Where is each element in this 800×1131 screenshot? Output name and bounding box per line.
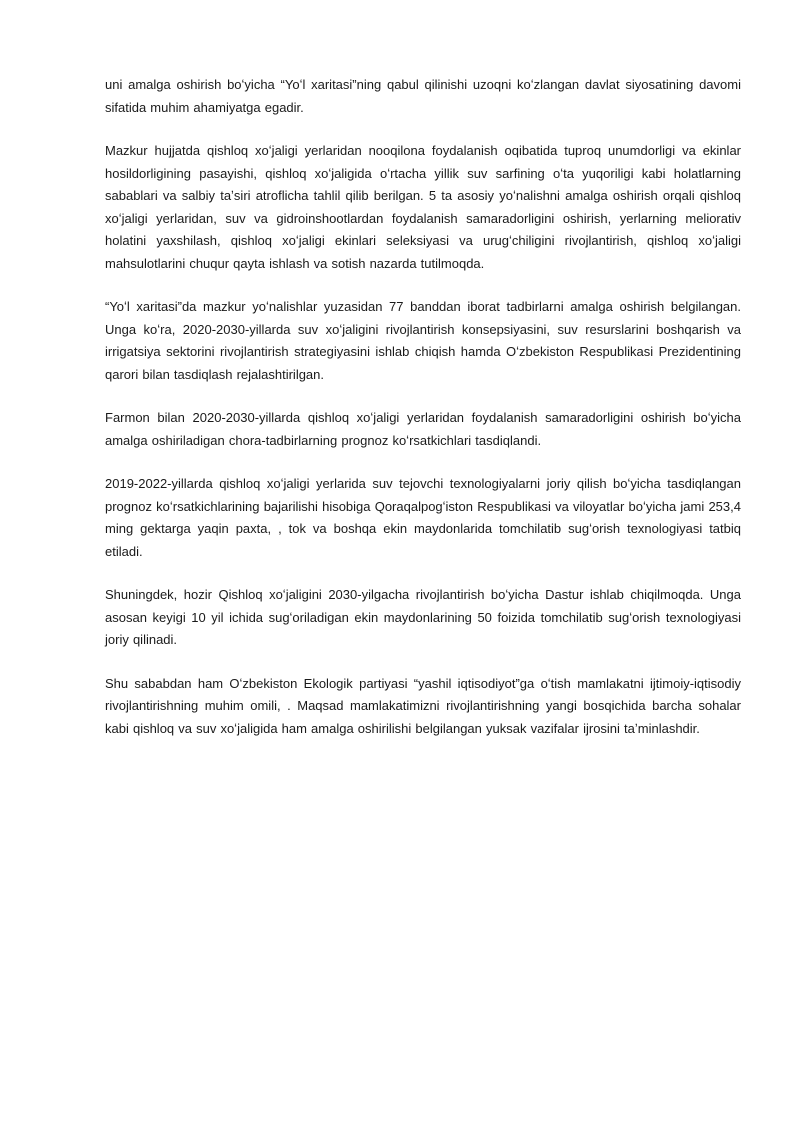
paragraph-2: Mazkur hujjatda qishloq xoʻjaligi yerlaridan nooqilona foydalanish oqibatida tuproq unumdorligi va ekinlar hosildorligining pasayishi, qishloq xoʻjaligida oʻrtacha yillik suv sarfining oʻta yuqoriligi kabi holatlarning sabablari va salbiy taʼsiri atroflicha tahlil qilib berilgan. 5 ta asosiy yoʻnalishni amalga oshirish orqali qishloq xoʻjaligi yerlaridan, suv va gidroinshootlardan foydalanish samaradorligini oshirish, yerlarning meliorativ holatini yaxshilash, qishloq xoʻjaligi ekinlari seleksiyasi va urugʻchiligini rivojlantirish, qishloq xoʻjaligi mahsulotlarini chuqur qayta ishlash va sotish nazarda tutilmoqda.: [105, 143, 741, 271]
paragraph-3: “Yoʻl xaritasi”da mazkur yoʻnalishlar yuzasidan 77 banddan iborat tadbirlarni amalga oshirish belgilangan. Unga koʻra, 2020-2030-yillarda suv xoʻjaligini rivojlantirish konsepsiyasini, suv resurslarini boshqarish va irrigatsiya sektorini rivojlantirish strategiyasini ishlab chiqish hamda Oʻzbekiston Respublikasi Prezidentining qarori bilan tasdiqlash rejalashtirilgan.: [105, 299, 741, 382]
paragraph-1: uni amalga oshirish boʻyicha “Yoʻl xaritasi”ning qabul qilinishi uzoqni koʻzlangan davlat siyosatining davomi sifatida muhim ahamiyatga egadir.: [105, 77, 741, 115]
paragraph-6: Shuningdek, hozir Qishloq xoʻjaligini 2030-yilgacha rivojlantirish boʻyicha Dastur ishlab chiqilmoqda. Unga asosan keyigi 10 yil ichida sugʻoriladigan ekin maydonlarining 50 foizida tomchilatib sugʻorish texnologiyasi joriy qilinadi.: [105, 587, 741, 647]
document-page: [105, 74, 741, 761]
paragraph-7: Shu sababdan ham Oʻzbekiston Ekologik partiyasi “yashil iqtisodiyot”ga oʻtish mamlakatni ijtimoiy-iqtisodiy rivojlantirishning muhim omili, . Maqsad mamlakatimizni rivojlantirishning yangi bosqichida barcha sohalar kabi qishloq va suv xoʻjaligida ham amalga oshirilishi belgilangan yuksak vazifalar ijrosini taʼminlashdir.: [105, 675, 741, 736]
paragraph-5: 2019-2022-yillarda qishloq xoʻjaligi yerlarida suv tejovchi texnologiyalarni joriy qilish boʻyicha tasdiqlangan prognoz koʻrsatkichlarining bajarilishi hisobiga Qoraqalpogʻiston Respublikasi va viloyatlar boʻyicha jami 253,4 ming gektarga yaqin paxta, , tok va boshqa ekin maydonlarida tomchilatib sugʻorish texnologiyasi tatbiq etiladi.: [105, 476, 741, 559]
paragraph-4: Farmon bilan 2020-2030-yillarda qishloq xoʻjaligi yerlaridan foydalanish samaradorligini oshirish boʻyicha amalga oshiriladigan chora-tadbirlarning prognoz koʻrsatkichlari tasdiqlandi.: [105, 410, 741, 448]
